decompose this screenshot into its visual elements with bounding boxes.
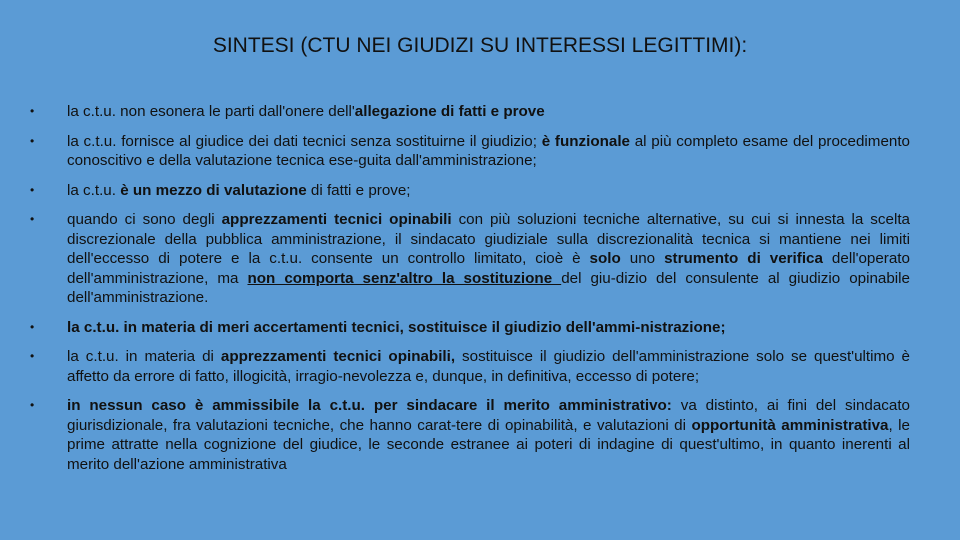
bullet-text: la c.t.u. fornisce al giudice dei dati tecnici senza sostituirne il giudizio; <box>67 132 542 150</box>
underlined-bold-text: non comporta senz'altro la sostituzione <box>247 269 562 287</box>
bold-text: è funzionale <box>541 132 630 150</box>
bullet-item-6 <box>30 347 910 386</box>
bullet-text: la c.t.u. <box>67 181 121 199</box>
bullet-text: uno <box>620 250 665 267</box>
bullet-text: dell'operato dell'amministrazione, ma <box>67 250 910 287</box>
bullet-text: quando ci sono degli <box>67 211 222 228</box>
bold-text: apprezzamenti tecnici opinabili, <box>220 348 456 365</box>
bullet-text: con più soluzioni tecniche alternative, su cui si innesta la scelta discrezionale della pubblica amministrazione, il sindacato giudiziale sulla discrezionalità tecnica si mantiene nei limiti dell'eccesso di potere e la c.t.u. consente un controllo limitato, cioè è <box>67 211 910 267</box>
bullet-text: la c.t.u. in materia di <box>67 348 221 365</box>
bold-text: opportunità amministrativa <box>691 416 889 434</box>
slide-title: SINTESI (CTU NEI GIUDIZI SU INTERESSI LEGITTIMI): <box>212 34 748 57</box>
bold-text: apprezzamenti tecnici opinabili <box>221 211 452 228</box>
bullet-item-2 <box>30 132 910 171</box>
bullet-item-5 <box>30 318 910 338</box>
bullet-text: sostituisce il giudizio dell'amministrazione solo se quest'ultimo è affetto da errore di fatto, illogicità, irragio-nevolezza e, dunque, in definitiva, eccesso di potere; <box>67 348 911 385</box>
bullet-text: la c.t.u. non esonera le parti dall'onere dell' <box>67 103 355 120</box>
bullet-dot: • <box>30 104 35 118</box>
bullet-dot: • <box>30 319 35 334</box>
bold-text: è un mezzo di valutazione <box>120 181 307 199</box>
bullet-item-1 <box>30 102 910 122</box>
bullet-text: al più completo esame del procedimento conoscitivo e della valutazione tecnica ese-guita dall'amministrazione; <box>67 132 910 169</box>
bullet-dot: • <box>30 349 35 363</box>
bullet-list <box>30 102 910 484</box>
bullet-text: va distinto, ai fini del sindacato giurisdizionale, fra valutazioni tecniche, che hanno carat-tere di opinabilità, e valutazioni di <box>67 397 910 434</box>
bullet-text: , le prime attratte nella cognizione del giudice, le seconde estranee ai poteri di indagine di quest'ultimo, in quanto inerenti al merito dell'azione amministrativa <box>67 416 911 473</box>
bullet-dot: • <box>30 133 35 148</box>
bold-text: allegazione di fatti e prove <box>354 103 545 120</box>
bullet-text: del giu-dizio del consulente al giudizio opinabile dell'amministrazione. <box>67 269 911 306</box>
bullet-dot: • <box>30 398 35 412</box>
bold-text: solo <box>589 250 621 267</box>
bullet-item-4 <box>30 210 910 308</box>
bullet-item-3 <box>30 181 910 201</box>
bullet-dot: • <box>30 212 35 226</box>
bullet-text: di fatti e prove; <box>306 181 411 199</box>
bullet-item-7 <box>30 396 910 474</box>
bold-text: in nessun caso è ammissibile la c.t.u. per sindacare il merito amministrativo: <box>67 397 672 414</box>
bold-text: strumento di verifica <box>664 250 823 267</box>
bold-text: la c.t.u. in materia di meri accertamenti tecnici, sostituisce il giudizio dell'ammi-nistrazione; <box>67 318 726 336</box>
bullet-dot: • <box>30 182 35 197</box>
